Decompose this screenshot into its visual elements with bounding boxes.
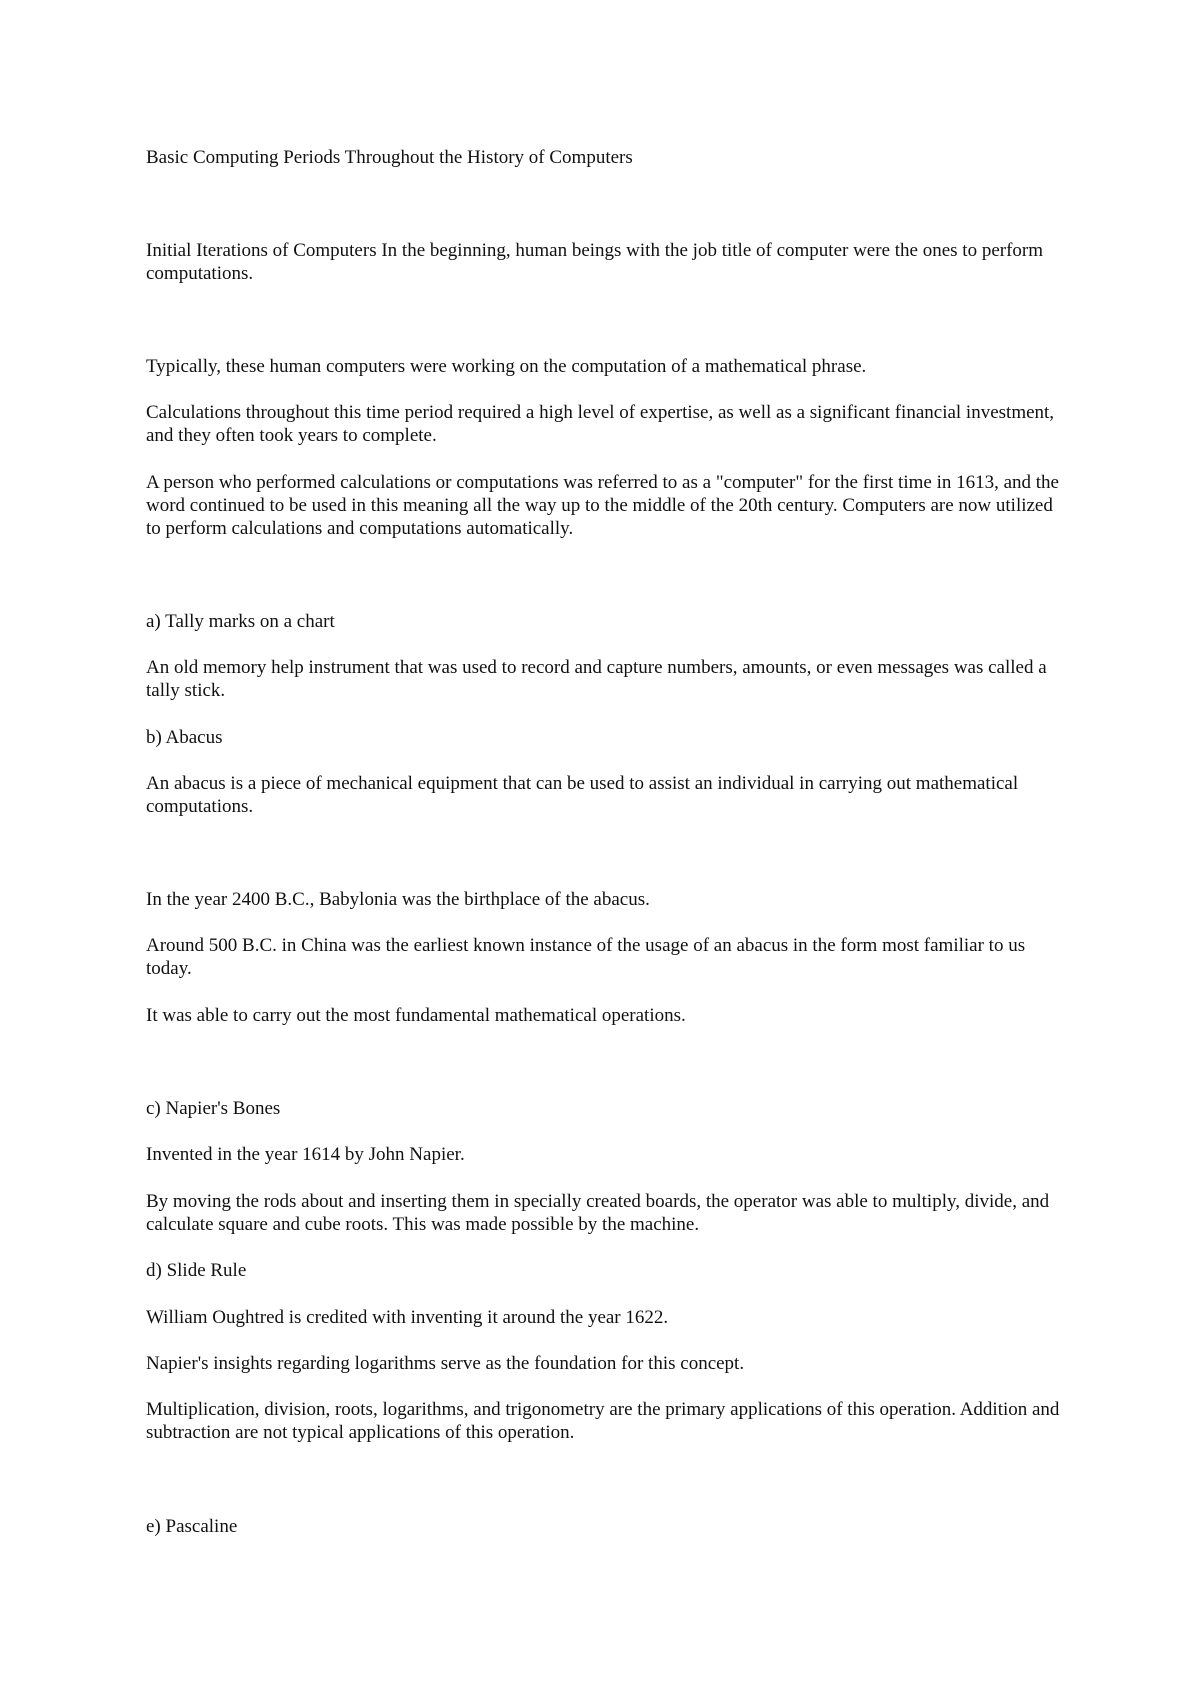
paragraph-napier-rods: By moving the rods about and inserting them in specially created boards, the operator was able to multiply, divide, and calculate square and cube roots. This was made possible by the machine.	[146, 1191, 1050, 1235]
paragraph-abacus-definition: An abacus is a piece of mechanical equipment that can be used to assist an individual in carrying out mathematical computations.	[146, 773, 1019, 817]
paragraph-abacus-babylonia: In the year 2400 B.C., Babylonia was the birthplace of the abacus.	[146, 889, 650, 910]
heading-abacus: b) Abacus	[146, 727, 223, 748]
paragraph-computer-term: A person who performed calculations or computations was referred to as a "computer" for the first time in 1613, and the word continued to be used in this meaning all the way up to the middle of the 20th century. Computers are now utilized to perform calculations and computations automatically.	[146, 472, 1059, 539]
paragraph-initial-iterations: Initial Iterations of Computers In the beginning, human beings with the job title of computer were the ones to perform computations.	[146, 240, 1044, 284]
heading-tally-marks: a) Tally marks on a chart	[146, 611, 335, 632]
heading-pascaline: e) Pascaline	[146, 1516, 238, 1537]
paragraph-calculations: Calculations throughout this time period required a high level of expertise, as well as a significant financial investment, and they often took years to complete.	[146, 402, 1055, 446]
document-title: Basic Computing Periods Throughout the History of Computers	[146, 147, 633, 168]
paragraph-logarithms-foundation: Napier's insights regarding logarithms serve as the foundation for this concept.	[146, 1353, 745, 1374]
paragraph-slide-rule-applications: Multiplication, division, roots, logarithms, and trigonometry are the primary applications of this operation. Addition and subtraction are not typical applications of this operation.	[146, 1399, 1060, 1443]
paragraph-abacus-china: Around 500 B.C. in China was the earliest known instance of the usage of an abacus in the form most familiar to us today.	[146, 935, 1026, 979]
paragraph-human-computers: Typically, these human computers were working on the computation of a mathematical phrase.	[146, 356, 867, 377]
heading-slide-rule: d) Slide Rule	[146, 1260, 247, 1281]
paragraph-napier-invented: Invented in the year 1614 by John Napier.	[146, 1144, 465, 1165]
paragraph-oughtred: William Oughtred is credited with inventing it around the year 1622.	[146, 1307, 669, 1328]
paragraph-abacus-operations: It was able to carry out the most fundamental mathematical operations.	[146, 1005, 686, 1026]
heading-napiers-bones: c) Napier's Bones	[146, 1098, 281, 1119]
paragraph-tally-stick: An old memory help instrument that was used to record and capture numbers, amounts, or even messages was called a tally stick.	[146, 657, 1047, 701]
